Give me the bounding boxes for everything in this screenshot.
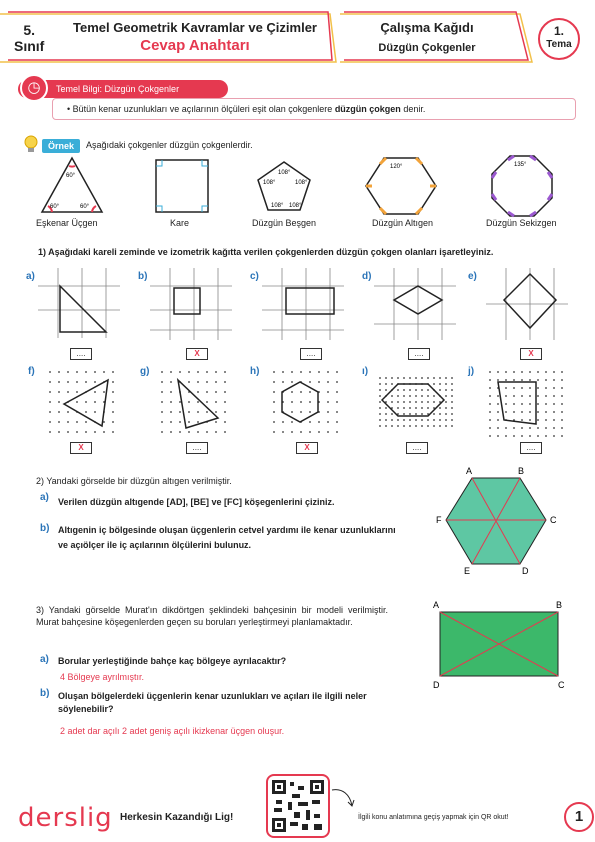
arrow-icon (330, 786, 360, 815)
q1-answer-e[interactable]: X (520, 348, 542, 360)
figure-g (178, 380, 218, 428)
q1-label-h: h) (250, 366, 260, 377)
q2-a-label: a) (40, 492, 49, 503)
example-shapes (0, 150, 595, 220)
q1-answer-g[interactable]: .... (186, 442, 208, 454)
q2-a-text: Verilen düzgün altıgende [AD], [BE] ve [FC] köşegenlerini çiziniz. (58, 497, 335, 507)
pentagon-angle-br: 108° (289, 203, 302, 209)
info-text-before: Bütün kenar uzunlukları ve açılarının ölçüleri eşit olan çokgenlere (72, 104, 335, 114)
pentagon-angle-bl: 108° (271, 203, 284, 209)
q1-row1-figures (0, 266, 595, 346)
figure-c (262, 268, 344, 340)
info-box (52, 98, 576, 120)
figure-i (382, 384, 444, 416)
q2-b-text: Altıgenin iç bölgesinde oluşan üçgenlerin cetvel yardımı ile kenar uzunluklarını ve açıölçer ile iç açılarının ölçülerini bulunuz. (58, 525, 396, 550)
hex-vertex-e: E (464, 566, 471, 576)
square-shape (156, 160, 208, 212)
q1-label-g: g) (140, 366, 150, 377)
q1-answer-d[interactable]: .... (408, 348, 430, 360)
q3-text: 3) Yandaki görselde Murat'ın dikdörtgen şeklindeki bahçesinin bir modeli verilmiştir. Murat bahçesine köşegenlerden geçen su boruları yerleştirmeyi planlamaktadır. (36, 605, 388, 627)
example-tag: Örnek (42, 139, 80, 153)
hexagon-figure (436, 464, 566, 578)
octagon-angle: 135° (514, 162, 527, 168)
q1-answer-f[interactable]: X (70, 442, 92, 454)
tema-label: Tema (546, 39, 572, 50)
triangle-angle-top: 60° (66, 173, 76, 179)
figure-a (38, 268, 120, 338)
hex-vertex-a: A (466, 466, 473, 476)
figure-b (150, 268, 232, 340)
figure-e (486, 268, 568, 340)
shape-name-hexagon: Düzgün Altıgen (372, 218, 434, 228)
shape-name-octagon: Düzgün Sekizgen (486, 218, 557, 228)
q1-answer-a[interactable]: .... (70, 348, 92, 360)
q3-a-label: a) (40, 654, 49, 665)
info-title-bar (18, 80, 228, 98)
triangle-angle-right: 60° (80, 204, 90, 210)
figure-f (64, 380, 108, 426)
q1-label-j: j) (468, 366, 475, 377)
info-title: Temel Bilgi: Düzgün Çokgenler (56, 84, 180, 94)
q1-answer-h[interactable]: X (296, 442, 318, 454)
pentagon-angle-top: 108° (278, 170, 291, 176)
q3-b-label: b) (40, 688, 50, 699)
rect-vertex-a: A (433, 600, 440, 610)
tema-number: 1. (553, 24, 564, 38)
page-title: Temel Geometrik Kavramlar ve Çizimler (73, 20, 317, 35)
grade-label: Sınıf (14, 38, 45, 54)
rect-vertex-b: B (556, 600, 563, 610)
q3-a-text: Borular yerleştiğinde bahçe kaç bölgeye ayrılacaktır? (58, 656, 287, 666)
q2-text: 2) Yandaki görselde bir düzgün altıgen verilmiştir. (36, 476, 232, 486)
q1-label-a: a) (26, 271, 35, 282)
topic-label: Düzgün Çokgenler (378, 42, 476, 54)
q3-b-text: Oluşan bölgelerdeki üçgenlerin kenar uzunlukları ve açıları ile ilgili neler söylenebilir? (58, 691, 367, 714)
info-text-bold: düzgün çokgen (334, 104, 401, 114)
q1-text: 1) Aşağıdaki kareli zeminde ve izometrik kağıtta verilen çokgenlerden düzgün çokgen olanları işaretleyiniz. (38, 247, 494, 257)
tema-badge (538, 18, 580, 60)
hex-vertex-f: F (436, 515, 442, 525)
q1-label-b: b) (138, 271, 148, 282)
figure-h (282, 382, 318, 422)
pentagon-angle-left: 108° (263, 180, 276, 186)
info-text-after: denir. (400, 104, 426, 114)
q1-row2-figures (0, 368, 595, 438)
shape-name-square: Kare (170, 218, 190, 228)
grade-number: 5. (23, 22, 36, 38)
shape-name-pentagon: Düzgün Beşgen (252, 218, 317, 228)
q1-label-d: d) (362, 271, 372, 282)
clock-icon: ◷ (20, 74, 48, 102)
grade (14, 22, 44, 54)
q1-answer-b[interactable]: X (186, 348, 208, 360)
rect-vertex-c: C (558, 680, 565, 690)
hex-vertex-d: D (522, 566, 529, 576)
qr-icon (272, 780, 324, 832)
pentagon-angle-right: 108° (295, 180, 308, 186)
q1-label-f: f) (28, 366, 35, 377)
bullet-icon: • (67, 104, 73, 114)
hex-vertex-c: C (550, 515, 557, 525)
qr-code[interactable] (266, 774, 330, 838)
q3-b-answer: 2 adet dar açılı 2 adet geniş açılı ikizkenar üçgen oluşur. (60, 726, 285, 736)
rect-vertex-d: D (433, 680, 440, 690)
example-text: Aşağıdaki çokgenler düzgün çokgenlerdir. (86, 140, 253, 150)
page-subtitle: Cevap Anahtarı (140, 37, 250, 54)
qr-note: İlgili konu anlatımına geçiş yapmak için QR okut! (358, 814, 509, 821)
q3-a-answer: 4 Bölgeye ayrılmıştır. (60, 672, 145, 682)
figure-d (374, 268, 456, 340)
worksheet-label: Çalışma Kağıdı (380, 20, 474, 35)
header-bar (0, 0, 595, 70)
q1-answer-j[interactable]: .... (520, 442, 542, 454)
q1-label-i: ı) (362, 366, 369, 377)
q1-label-c: c) (250, 271, 259, 282)
q1-answer-i[interactable]: .... (406, 442, 428, 454)
q1-answer-c[interactable]: .... (300, 348, 322, 360)
shape-name-triangle: Eşkenar Üçgen (36, 218, 98, 228)
q1-label-e: e) (468, 271, 477, 282)
derslig-logo: derslig (18, 803, 113, 833)
hex-vertex-b: B (518, 466, 525, 476)
page-number: 1 (564, 802, 594, 832)
footer-slogan: Herkesin Kazandığı Lig! (120, 812, 234, 823)
rectangle-figure (428, 596, 578, 692)
q2-b-label: b) (40, 523, 50, 534)
hexagon-angle: 120° (390, 164, 403, 170)
triangle-angle-left: 60° (50, 204, 60, 210)
